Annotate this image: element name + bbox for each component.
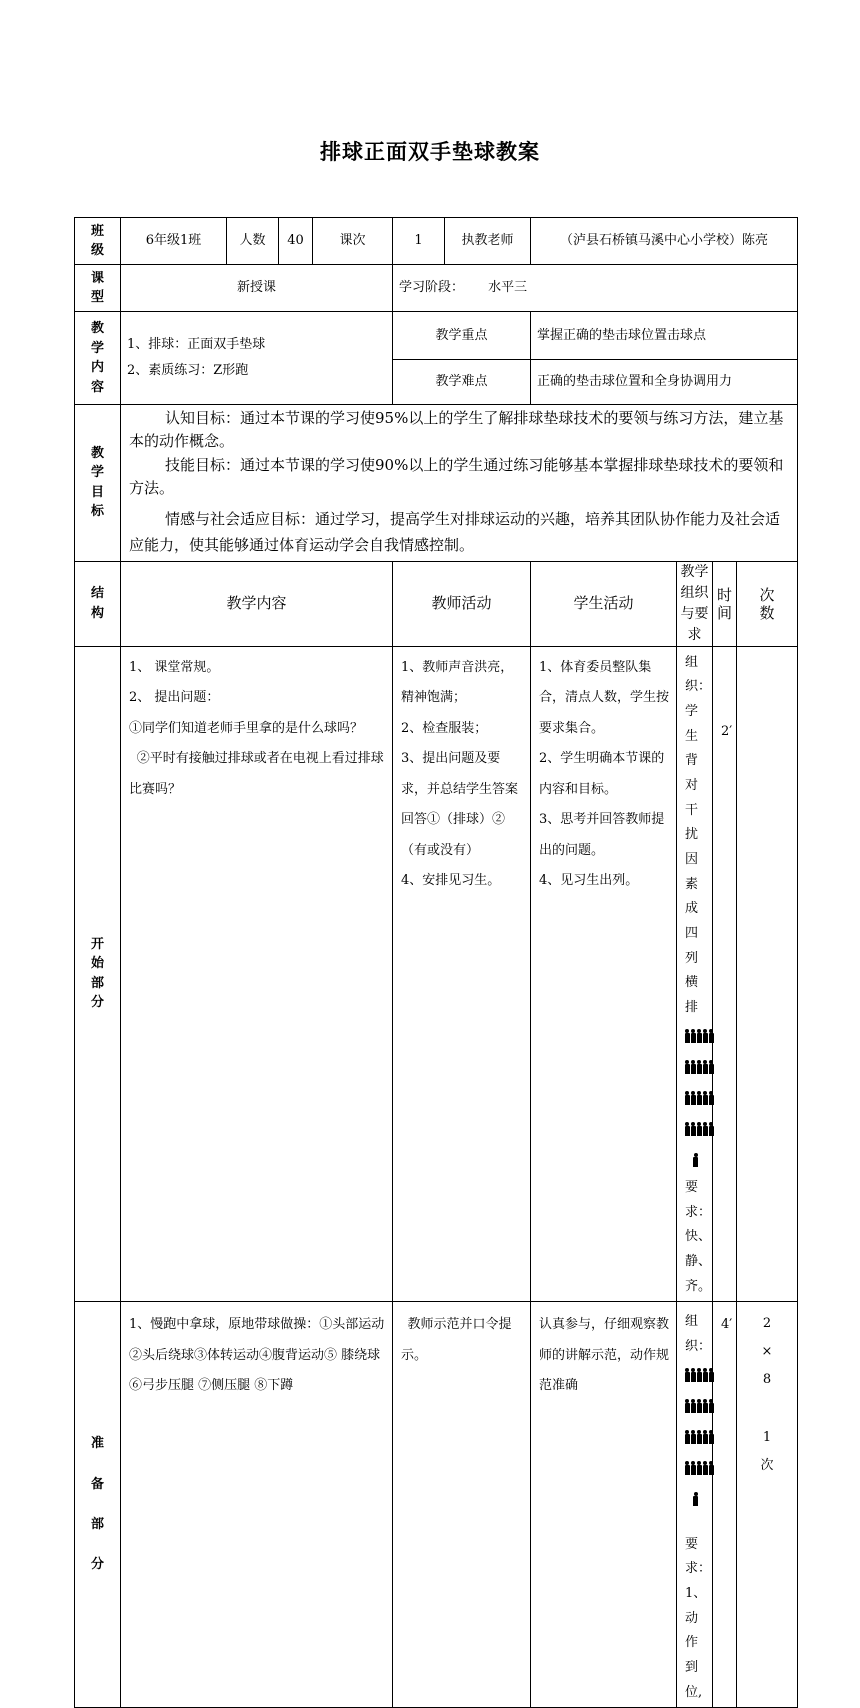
stage-value: 水平三 bbox=[488, 280, 528, 296]
teacher-position bbox=[685, 1484, 706, 1515]
prep-teacher: 教师示范并口令提示。 bbox=[393, 1302, 531, 1708]
col-time: 时 间 bbox=[713, 561, 737, 646]
col-reps: 次 数 bbox=[737, 561, 798, 646]
formation-row bbox=[685, 1422, 706, 1453]
lesson-value: 1 bbox=[393, 218, 445, 265]
column-header-row bbox=[75, 561, 798, 646]
content-items bbox=[121, 312, 393, 405]
formation-row bbox=[685, 1391, 706, 1422]
teacher-position bbox=[685, 1145, 706, 1176]
stage-label: 学习阶段： bbox=[399, 280, 465, 296]
difficulty-label: 教学难点 bbox=[393, 360, 531, 405]
prep-section-label: 准 备 部 分 bbox=[75, 1302, 121, 1708]
class-info-row bbox=[75, 218, 798, 265]
key-label: 教学重点 bbox=[393, 312, 531, 360]
type-label: 课 型 bbox=[75, 265, 121, 312]
start-section-label: 开 始 部 分 bbox=[75, 646, 121, 1302]
teacher-label: 执教老师 bbox=[445, 218, 531, 265]
start-section-row bbox=[75, 646, 798, 1302]
key-value: 掌握正确的垫击球位置击球点 bbox=[531, 312, 798, 360]
class-value: 6年级1班 bbox=[121, 218, 227, 265]
goal-cognitive: 认知目标：通过本节课的学习使95%以上的学生了解排球垫球技术的要领与练习方法，建立基本的动作概念。 bbox=[129, 409, 784, 451]
lesson-label: 课次 bbox=[313, 218, 393, 265]
goals-label: 教 学 目 标 bbox=[75, 405, 121, 562]
lesson-plan-table bbox=[74, 217, 798, 1708]
teacher-value: （泸县石桥镇马溪中心小学校）陈亮 bbox=[531, 218, 798, 265]
formation-row bbox=[685, 1360, 706, 1391]
prep-section-row bbox=[75, 1302, 798, 1708]
col-organization: 教学组织与要求 bbox=[677, 561, 713, 646]
content-item: 1、排球：正面双手垫球 bbox=[127, 337, 266, 352]
content-label: 教 学 内 容 bbox=[75, 312, 121, 405]
class-label: 班 级 bbox=[75, 218, 121, 265]
formation-row bbox=[685, 1114, 706, 1145]
col-student: 学生活动 bbox=[531, 561, 677, 646]
start-reps bbox=[737, 646, 798, 1302]
col-content: 教学内容 bbox=[121, 561, 393, 646]
start-organization: 组织：学生背对干扰因素成四列横排 要求：快、静、齐。 bbox=[677, 646, 713, 1302]
col-structure: 结 构 bbox=[75, 561, 121, 646]
prep-time: 4′ bbox=[713, 1302, 737, 1708]
page-title: 排球正面双手垫球教案 bbox=[320, 140, 540, 164]
start-content: 1、 课堂常规。 2、 提出问题： ①同学们知道老师手里拿的是什么球吗？ ②平时有接触过排球或者在电视上看过排球比赛吗？ bbox=[121, 646, 393, 1302]
prep-content: 1、慢跑中拿球，原地带球做操：①头部运动 ②头后绕球③体转运动④腹背运动⑤ 膝绕球 ⑥弓步压腿 ⑦侧压腿 ⑧下蹲 bbox=[121, 1302, 393, 1708]
type-value: 新授课 bbox=[121, 265, 393, 312]
prep-student: 认真参与，仔细观察教师的讲解示范，动作规范准确 bbox=[531, 1302, 677, 1708]
stage-cell bbox=[393, 265, 798, 312]
formation-row bbox=[685, 1083, 706, 1114]
goal-emotional: 情感与社会适应目标：通过学习，提高学生对排球运动的兴趣，培养其团队协作能力及社会适应能力，使其能够通过体育运动学会自我情感控制。 bbox=[129, 510, 781, 555]
formation-row bbox=[685, 1021, 706, 1052]
difficulty-value: 正确的垫击球位置和全身协调用力 bbox=[531, 360, 798, 405]
goals-cell bbox=[121, 405, 798, 562]
prep-reps: 2 × 8 1 次 bbox=[737, 1302, 798, 1708]
start-time: 2′ bbox=[713, 646, 737, 1302]
content-item: 2、素质练习：Z形跑 bbox=[127, 363, 249, 378]
content-row-key bbox=[75, 312, 798, 360]
formation-row bbox=[685, 1453, 706, 1484]
goal-skill: 技能目标：通过本节课的学习使90%以上的学生通过练习能够基本掌握排球垫球技术的要领和方法。 bbox=[129, 455, 784, 497]
formation-row bbox=[685, 1052, 706, 1083]
goals-row bbox=[75, 405, 798, 562]
lesson-type-row bbox=[75, 265, 798, 312]
start-student: 1、体育委员整队集合，清点人数，学生按要求集合。 2、学生明确本节课的内容和目标。 3、思考并回答教师提出的问题。 4、见习生出列。 bbox=[531, 646, 677, 1302]
col-teacher: 教师活动 bbox=[393, 561, 531, 646]
start-teacher: 1、教师声音洪亮，精神饱满； 2、检查服装； 3、提出问题及要求，并总结学生答案回答①（排球）②（有或没有） 4、安排见习生。 bbox=[393, 646, 531, 1302]
count-label: 人数 bbox=[227, 218, 279, 265]
count-value: 40 bbox=[279, 218, 313, 265]
prep-organization: 组织： 要求：1、动作到位, bbox=[677, 1302, 713, 1708]
